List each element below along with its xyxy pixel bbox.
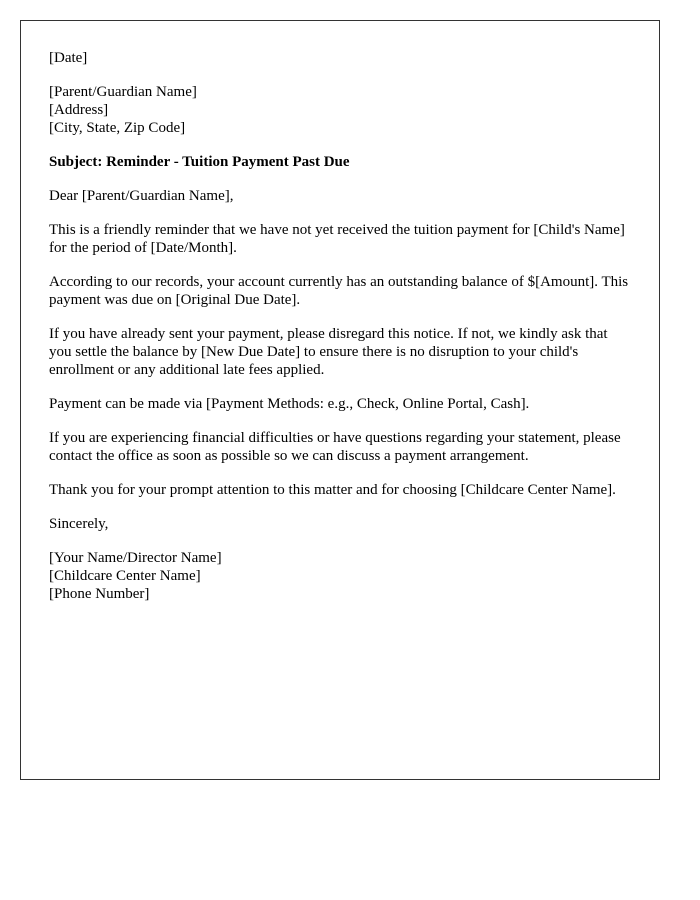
letter-date: [Date] [49, 50, 88, 66]
body-paragraph-5: If you are experiencing financial difficulties or have questions regarding your statement, please contact the office as soon as possible so we can discuss a payment arrangement. [49, 430, 621, 464]
signature-name: [Your Name/Director Name] [49, 550, 222, 566]
closing: Sincerely, [49, 516, 109, 532]
salutation: Dear [Parent/Guardian Name], [49, 188, 234, 204]
body-paragraph-4: Payment can be made via [Payment Methods: e.g., Check, Online Portal, Cash]. [49, 396, 530, 412]
letter-page [20, 20, 660, 780]
recipient-block [49, 83, 631, 137]
recipient-name: [Parent/Guardian Name] [49, 84, 197, 100]
body-paragraph-3: If you have already sent your payment, please disregard this notice. If not, we kindly ask that you settle the balance by [New Due Date] to ensure there is no disruption to your child's enrollment or any additional late fees applied. [49, 326, 608, 378]
recipient-address: [Address] [49, 102, 109, 118]
body-paragraph-2: According to our records, your account currently has an outstanding balance of $[Amount]. This payment was due on [Original Due Date]. [49, 274, 629, 308]
signature-phone: [Phone Number] [49, 586, 150, 602]
letter-subject: Subject: Reminder - Tuition Payment Past Due [49, 154, 350, 170]
body-paragraph-1: This is a friendly reminder that we have not yet received the tuition payment for [Child's Name] for the period of [Date/Month]. [49, 222, 625, 256]
body-paragraph-6: Thank you for your prompt attention to this matter and for choosing [Childcare Center Name]. [49, 482, 616, 498]
signature-center: [Childcare Center Name] [49, 568, 201, 584]
signature-block [49, 549, 631, 603]
recipient-city-state-zip: [City, State, Zip Code] [49, 120, 186, 136]
